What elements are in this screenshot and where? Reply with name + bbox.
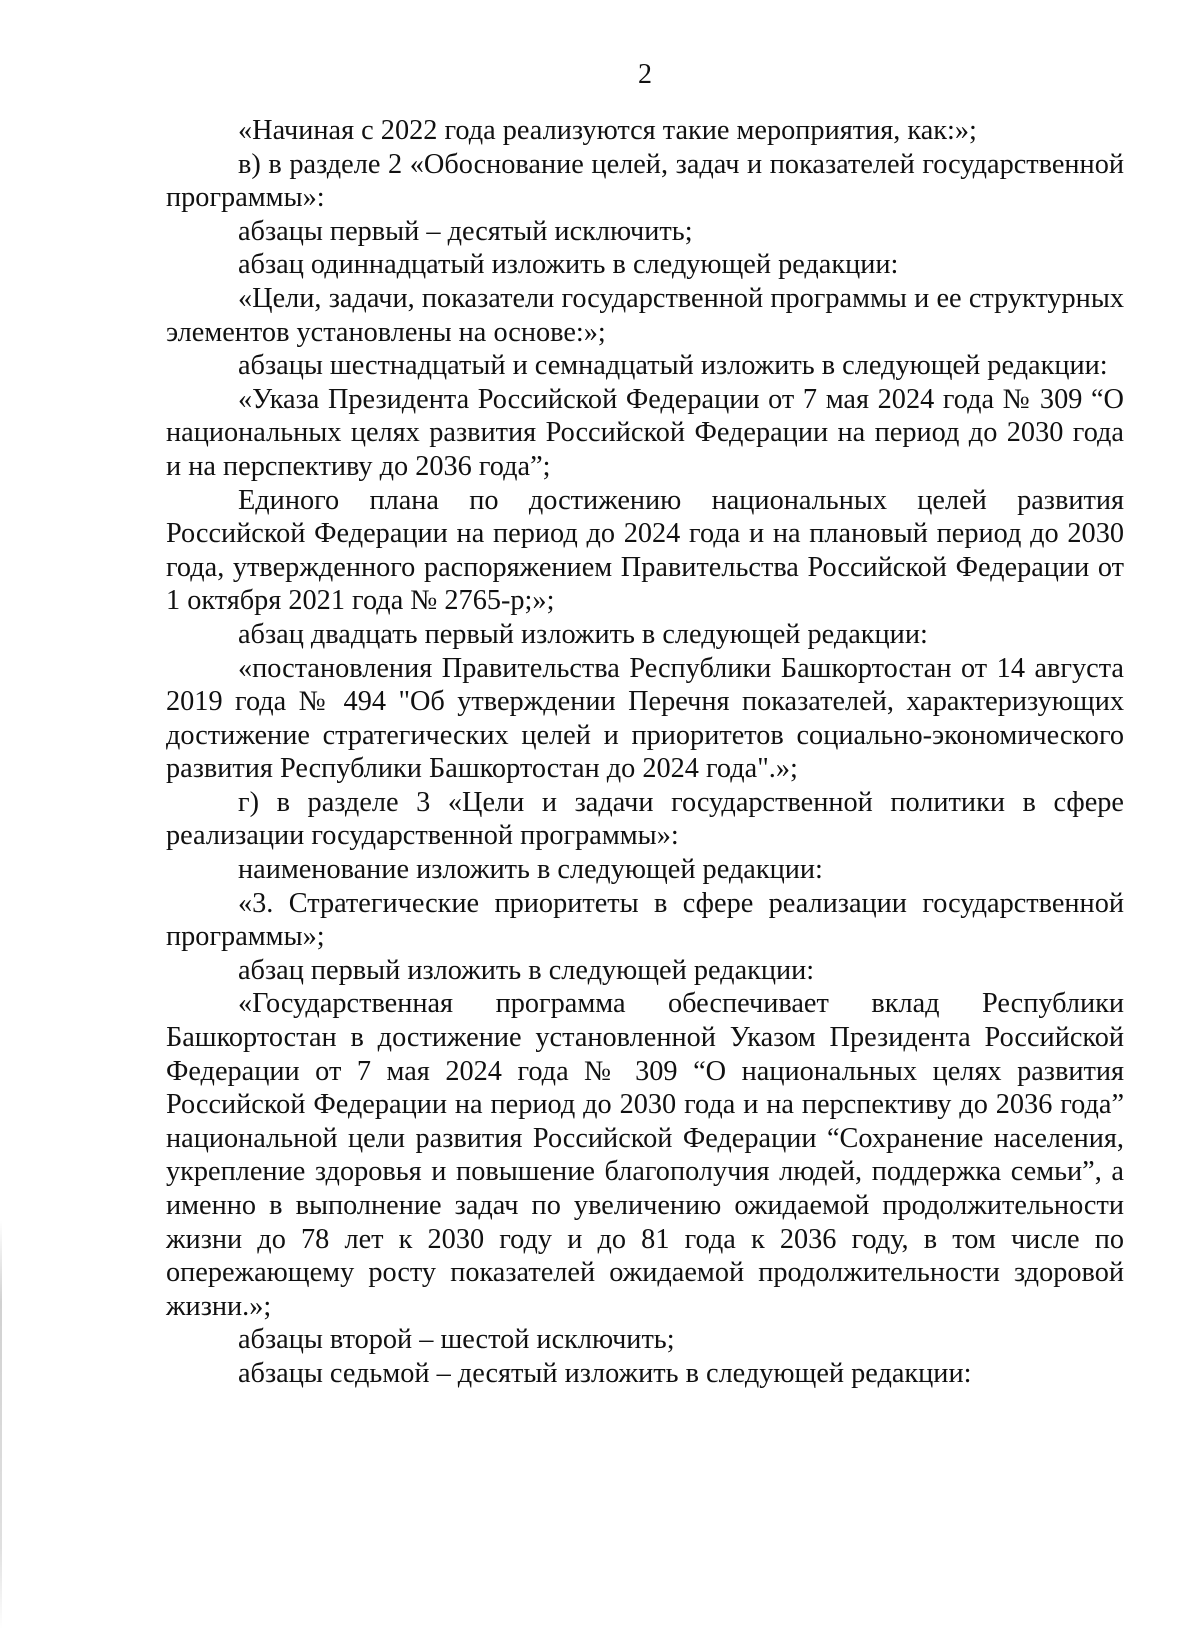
paragraph: абзац двадцать первый изложить в следующей редакции:: [238, 618, 928, 650]
paragraph: «3. Стратегические приоритеты в сфере реализации государственной программы»;: [166, 887, 1124, 953]
paragraph: Единого плана по достижению национальных целей развития Российской Федерации на период до 2024 года и на плановый период до 2030 года, утвержденного распоряжением Правительства Российской Федерации от 1 октября 2021 года № 2765-р;»;: [166, 484, 1124, 617]
document-body: [166, 114, 1124, 1391]
paragraph: «Цели, задачи, показатели государственной программы и ее структурных элементов установлены на основе:»;: [166, 282, 1124, 348]
paragraph: г) в разделе 3 «Цели и задачи государственной политики в сфере реализации государственной программы»:: [166, 786, 1124, 852]
paragraph: наименование изложить в следующей редакции:: [238, 854, 823, 886]
paragraph: «Начиная с 2022 года реализуются такие мероприятия, как:»;: [238, 115, 977, 146]
scan-edge-shadow: [0, 1220, 2, 1630]
paragraph: абзацы седьмой – десятый изложить в следующей редакции:: [238, 1357, 972, 1389]
paragraph: абзацы второй – шестой исключить;: [238, 1324, 675, 1356]
paragraph: «постановления Правительства Республики Башкортостан от 14 августа 2019 года № 494 "Об утверждении Перечня показателей, характеризующих достижение стратегических целей и приоритетов социально-экономического развития Республики Башкортостан до 2024 года".»;: [166, 652, 1124, 785]
paragraph: «Государственная программа обеспечивает вклад Республики Башкортостан в достижение установленной Указом Президента Российской Федерации от 7 мая 2024 года № 309 “О национальных целях развития Российской Федерации на период до 2030 года и на перспективу до 2036 года” национальной цели развития Российской Федерации “Сохранение населения, укрепление здоровья и повышение благополучия людей, поддержка семьи”, а именно в выполнение задач по увеличению ожидаемой продолжительности жизни до 78 лет к 2030 году и до 81 года к 2036 году, в том числе по опережающему росту показателей ожидаемой продолжительности здоровой жизни.»;: [166, 988, 1124, 1322]
paragraph: абзац одиннадцатый изложить в следующей редакции:: [238, 249, 899, 281]
paragraph: в) в разделе 2 «Обоснование целей, задач и показателей государственной программы»:: [166, 148, 1124, 214]
paragraph: абзацы шестнадцатый и семнадцатый изложить в следующей редакции:: [238, 350, 1108, 382]
page-number: 2: [638, 59, 652, 90]
paragraph: абзац первый изложить в следующей редакции:: [238, 954, 815, 986]
paragraph: «Указа Президента Российской Федерации от 7 мая 2024 года № 309 “О национальных целях развития Российской Федерации на период до 2030 года и на перспективу до 2036 года”;: [166, 383, 1124, 482]
paragraph: абзацы первый – десятый исключить;: [238, 215, 693, 247]
